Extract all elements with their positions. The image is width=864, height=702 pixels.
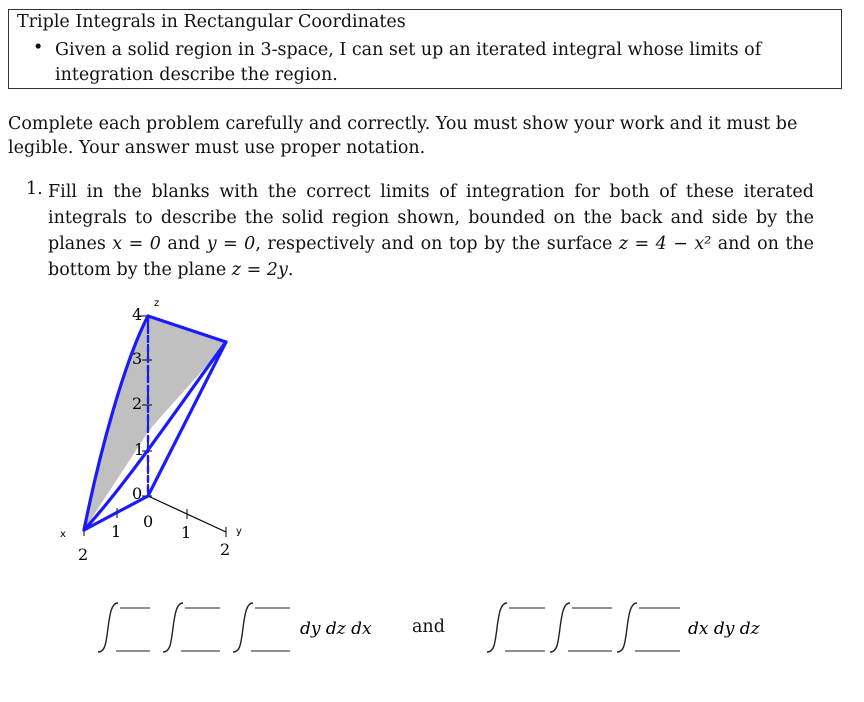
bullet-icon: • — [33, 38, 44, 58]
z-tick-4: 4 — [132, 305, 143, 324]
y-tick-0: 0 — [143, 512, 154, 531]
equation-x-plane: x = 0 — [112, 234, 161, 254]
integral-sign-icon — [163, 603, 183, 652]
y-tick-1: 1 — [181, 523, 192, 542]
integral-sign-icon — [487, 603, 507, 652]
x-tick-2: 2 — [78, 545, 89, 564]
z-tick-1: 1 — [134, 440, 145, 459]
z-tick-2: 2 — [132, 394, 143, 413]
x-axis-label: x — [60, 529, 66, 540]
connector-and: and — [412, 617, 445, 637]
x-tick-1: 1 — [111, 522, 122, 541]
integral-sign-icon — [233, 603, 253, 652]
problem-text-part: and — [160, 234, 207, 254]
instructions-text: Complete each problem carefully and correctly. You must show your work and it must be legible. Your answer must use proper notation. — [8, 114, 798, 158]
equation-top-surface: z = 4 − x² — [618, 234, 712, 254]
problem-text-part: . — [287, 260, 294, 280]
first-differential-order: dy dz dx — [300, 619, 372, 639]
second-differential-order: dx dy dz — [688, 619, 760, 639]
problem-number: 1. — [26, 179, 43, 199]
first-integral — [98, 603, 290, 652]
equation-bottom-plane: z = 2y — [231, 260, 288, 280]
integral-sign-icon — [98, 603, 118, 652]
z-tick-3: 3 — [132, 349, 143, 368]
z-axis-label: z — [154, 298, 160, 309]
y-axis-label: y — [236, 526, 242, 537]
problem-text-part: , respectively and on top by the surface — [255, 234, 619, 254]
problem-text-part: and on the bottom by the plane — [48, 234, 814, 280]
y-tick-2: 2 — [220, 540, 231, 559]
objective-item: Given a solid region in 3-space, I can set up an iterated integral whose limits of integration describe the region. — [55, 40, 762, 85]
section-title: Triple Integrals in Rectangular Coordinates — [17, 12, 406, 32]
back-face — [148, 316, 226, 432]
problem-text-part: Fill in the blanks with the correct limits of integration for both of these iterated integrals to describe the solid region shown, bounded on the back and side by the planes — [48, 182, 814, 254]
z-tick-0: 0 — [132, 484, 143, 503]
equation-y-plane: y = 0 — [206, 234, 256, 254]
second-integral — [487, 603, 680, 652]
integral-sign-icon — [617, 603, 637, 652]
integral-sign-icon — [550, 603, 570, 652]
